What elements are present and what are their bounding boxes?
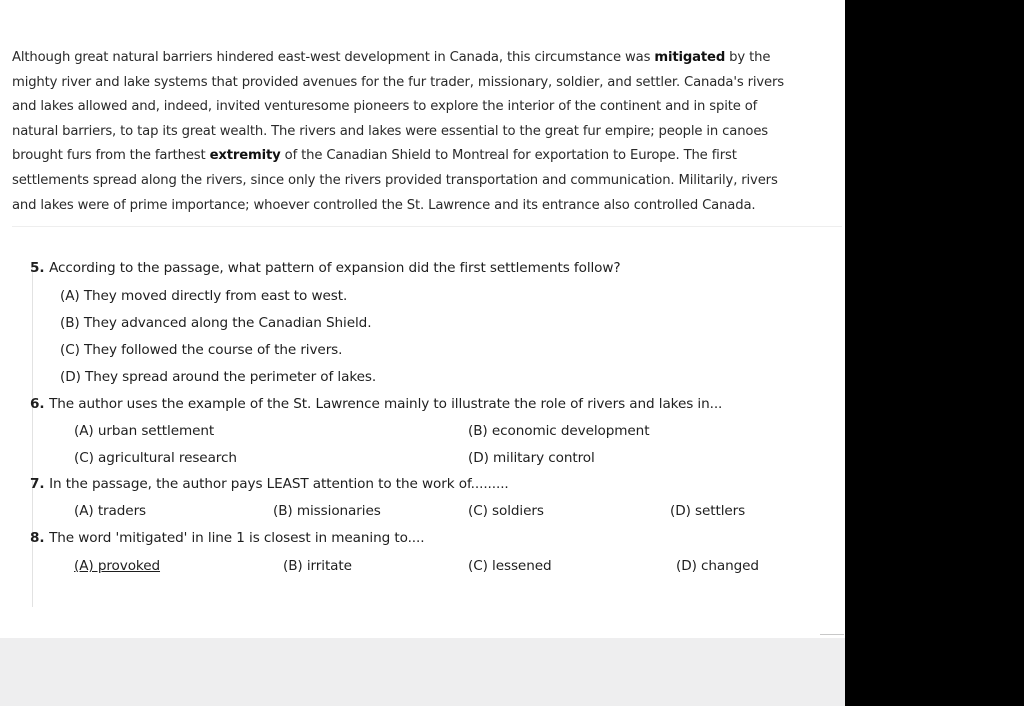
q8-option-b[interactable]: (B) irritate bbox=[283, 558, 352, 574]
q8-option-a-label: (A) provoked bbox=[74, 558, 161, 574]
section-divider bbox=[12, 226, 842, 227]
passage-text: by the bbox=[725, 50, 771, 65]
q7-option-b[interactable]: (B) missionaries bbox=[273, 503, 381, 519]
question-stem: According to the passage, what pattern of expansion did the first settlements follow? bbox=[49, 260, 621, 276]
black-side-panel bbox=[845, 0, 1024, 706]
question-number: 5. bbox=[30, 260, 50, 276]
question-number: 7. bbox=[30, 476, 50, 492]
question-stem: In the passage, the author pays LEAST attention to the work of......... bbox=[49, 476, 509, 492]
bottom-gray-area bbox=[0, 638, 845, 706]
question-stem: The word 'mitigated' in line 1 is closest in meaning to.... bbox=[49, 530, 425, 546]
reading-passage bbox=[12, 46, 844, 218]
q6-option-a[interactable]: (A) urban settlement bbox=[74, 423, 215, 439]
passage-text: of the Canadian Shield to Montreal for exportation to Europe. The first bbox=[280, 148, 737, 164]
passage-line-5 bbox=[12, 144, 844, 169]
q5-option-d[interactable]: (D) They spread around the perimeter of lakes. bbox=[60, 369, 377, 385]
q5-option-b[interactable]: (B) They advanced along the Canadian Shield. bbox=[60, 315, 372, 331]
passage-text: Although great natural barriers hindered east-west development in Canada, this circumstance was bbox=[12, 50, 655, 65]
q7-option-d[interactable]: (D) settlers bbox=[670, 503, 746, 519]
passage-line-4: natural barriers, to tap its great wealth. The rivers and lakes were essential to the great fur empire; people in canoes bbox=[12, 123, 768, 139]
passage-line-3: and lakes allowed and, indeed, invited venturesome pioneers to explore the interior of the continent and in spite of bbox=[12, 99, 758, 115]
question-number: 6. bbox=[30, 396, 50, 412]
question-6 bbox=[30, 396, 722, 412]
q7-option-c[interactable]: (C) soldiers bbox=[468, 503, 544, 519]
passage-text: brought furs from the farthest bbox=[12, 148, 210, 164]
q7-option-a[interactable]: (A) traders bbox=[74, 503, 147, 519]
q8-option-a[interactable] bbox=[74, 558, 160, 574]
q5-option-c[interactable]: (C) They followed the course of the rivers. bbox=[60, 342, 343, 358]
passage-line-7: and lakes were of prime importance; whoever controlled the St. Lawrence and its entrance also controlled Canada. bbox=[12, 197, 756, 213]
bold-word-extremity: extremity bbox=[209, 148, 281, 164]
q8-option-d[interactable]: (D) changed bbox=[676, 558, 759, 574]
bold-word-mitigated: mitigated bbox=[654, 50, 726, 65]
question-5 bbox=[30, 260, 621, 276]
q8-option-c[interactable]: (C) lessened bbox=[468, 558, 552, 574]
question-stem: The author uses the example of the St. Lawrence mainly to illustrate the role of rivers and lakes in... bbox=[49, 396, 723, 412]
passage-line-6: settlements spread along the rivers, since only the rivers provided transportation and communication. Militarily, rivers bbox=[12, 172, 778, 188]
bottom-divider bbox=[820, 634, 844, 635]
passage-line-2: mighty river and lake systems that provided avenues for the fur trader, missionary, soldier, and settler. Canada's rivers bbox=[12, 74, 784, 90]
q6-option-b[interactable]: (B) economic development bbox=[468, 423, 650, 439]
q6-option-c[interactable]: (C) agricultural research bbox=[74, 450, 237, 466]
passage-line-1 bbox=[12, 46, 844, 71]
question-7 bbox=[30, 476, 509, 492]
q6-option-d[interactable]: (D) military control bbox=[468, 450, 595, 466]
question-8 bbox=[30, 530, 424, 546]
question-number: 8. bbox=[30, 530, 50, 546]
margin-rule bbox=[32, 262, 33, 607]
q5-option-a[interactable]: (A) They moved directly from east to west. bbox=[60, 288, 348, 304]
